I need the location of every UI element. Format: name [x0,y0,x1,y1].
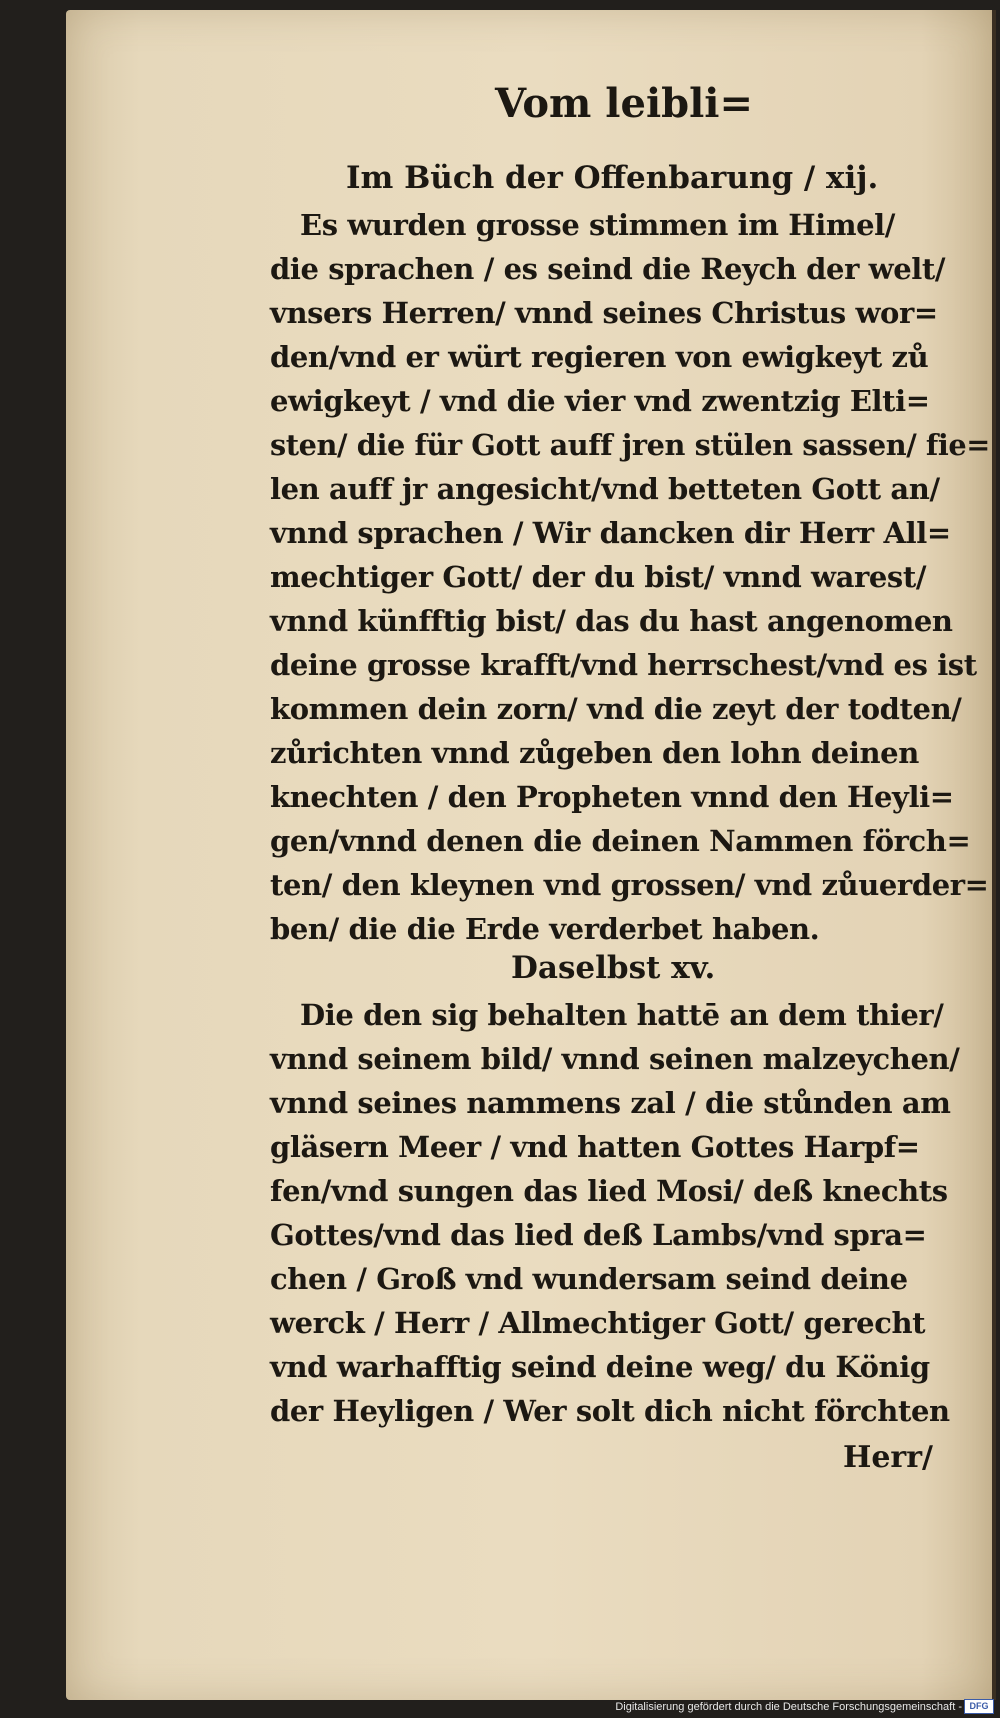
text-line: zůrichten vnnd zůgeben den lohn deinen [270,736,919,770]
text-line: die sprachen / es seind die Reych der welt/ [270,252,946,286]
page-edge [992,10,996,1700]
text-line: deine grosse krafft/vnd herrschest/vnd es ist [270,648,977,682]
digitization-credit: Digitalisierung gefördert durch die Deutsche Forschungsgemeinschaft - [615,1701,962,1713]
text-line: ewigkeyt / vnd die vier vnd zwentzig Elti= [270,384,930,418]
text-line: kommen dein zorn/ vnd die zeyt der todten/ [270,692,962,726]
text-line: vnnd künfftig bist/ das du hast angenomen [270,604,953,638]
section-title: Im Büch der Offenbarung / xij. [346,160,879,196]
text-line: vnsers Herren/ vnnd seines Christus wor= [270,296,938,330]
text-line: ben/ die die Erde verderbet haben. [270,912,820,946]
text-line: werck / Herr / Allmechtiger Gott/ gerecht [270,1306,926,1340]
text-line: len auff jr angesicht/vnd betteten Gott an/ [270,472,940,506]
sub-title: Daselbst xv. [511,950,716,986]
text-line: den/vnd er würt regieren von ewigkeyt zů [270,340,929,374]
text-line: vnnd sprachen / Wir dancken dir Herr All= [270,516,951,550]
text-line: der Heyligen / Wer solt dich nicht förchten [270,1394,950,1428]
text-line: gläsern Meer / vnd hatten Gottes Harpf= [270,1130,920,1164]
text-line: chen / Groß vnd wundersam seind deine [270,1262,908,1296]
running-head: Vom leibli= [495,80,754,127]
dfg-logo: DFG [964,1699,994,1714]
text-line: Die den sig behalten hattē an dem thier/ [300,998,944,1032]
text-line: vnnd seinem bild/ vnnd seinen malzeychen/ [270,1042,960,1076]
text-line: sten/ die für Gott auff jren stülen sassen/ fie= [270,428,990,462]
text-line: vnnd seines nammens zal / die stůnden am [270,1086,951,1120]
text-line: ten/ den kleynen vnd grossen/ vnd zůuerder= [270,868,989,902]
text-line: knechten / den Propheten vnnd den Heyli= [270,780,954,814]
text-line: Es wurden grosse stimmen im Himel/ [300,208,895,242]
text-line: gen/vnnd denen die deinen Nammen förch= [270,824,971,858]
text-line: Gottes/vnd das lied deß Lambs/vnd spra= [270,1218,927,1252]
text-line: vnd warhafftig seind deine weg/ du König [270,1350,930,1384]
text-line: mechtiger Gott/ der du bist/ vnnd warest/ [270,560,927,594]
catchword: Herr/ [843,1440,933,1475]
text-line: fen/vnd sungen das lied Mosi/ deß knechts [270,1174,948,1208]
